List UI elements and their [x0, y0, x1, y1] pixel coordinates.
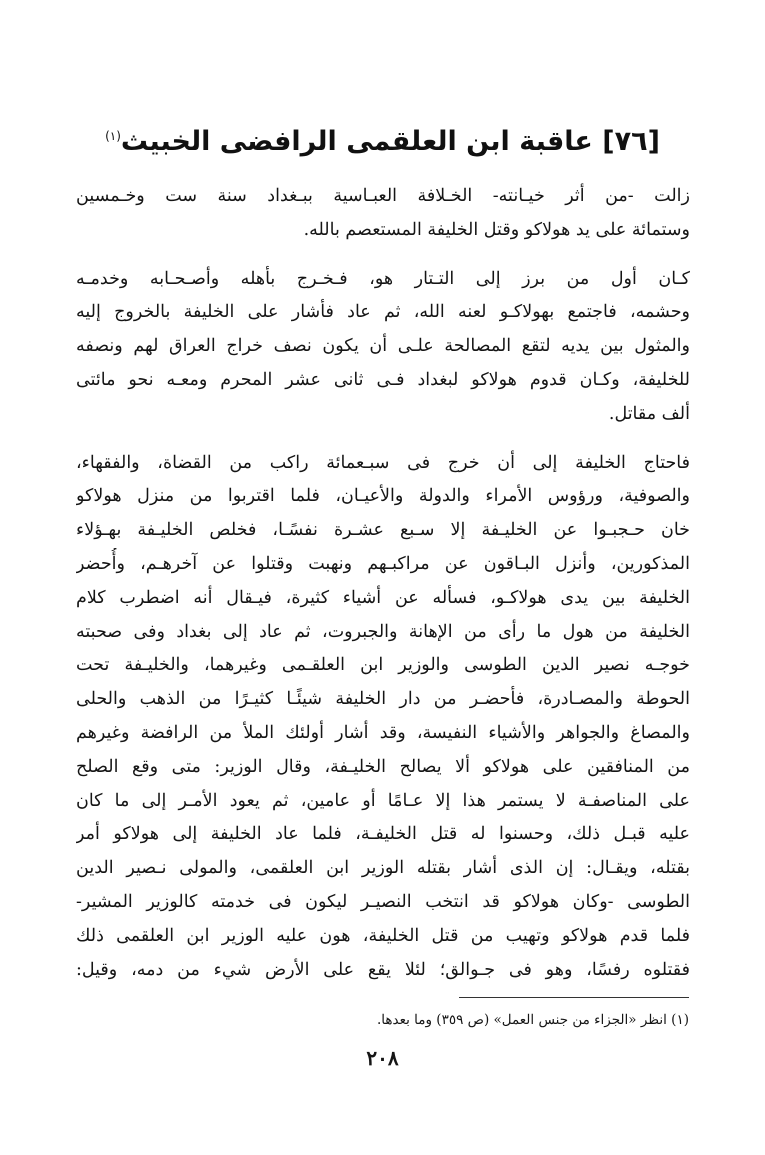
- page-number: ٢٠٨: [366, 1046, 399, 1070]
- text-line: عليه قبـل ذلك، وحسنوا له قتل الخليفـة، فلما عاد الخليفة إلى هولاكو أمر: [76, 824, 690, 845]
- text-line: فقتلوه رفسًا، وهو فى جـوالق؛ لئلا يقع على الأرض شيء من دمه، وقيل:: [76, 959, 690, 980]
- paragraph-1: [76, 180, 690, 248]
- text-line: فاحتاج الخليفة إلى أن خرج فى سبـعمائة راكب من القضاة، والفقهاء،: [76, 452, 690, 473]
- chapter-title-text: [٧٦] عاقبة ابن العلقمى الرافضى الخبيث: [120, 126, 660, 157]
- paragraph-2: [76, 263, 690, 432]
- text-line: على المناصفـة لا يستمر هذا إلا عـامًا أو عامين، ثم يعود الأمـر إلى ما كان: [76, 790, 690, 811]
- paragraph-3: [76, 447, 690, 988]
- text-line: والصوفية، ورؤوس الأمراء والدولة والأعيـان، فلما اقتربوا من منزل هولاكو: [76, 486, 690, 507]
- title-footnote-marker: (١): [105, 129, 121, 143]
- text-line: الخليفة من هول ما رأى من الإهانة والجبروت، ثم عاد إلى بغداد وفى صحبته: [76, 621, 690, 642]
- footnote-divider: [459, 997, 689, 998]
- text-line: الحوطة والمصـادرة، فأحضـر من دار الخليفة شيئًـا كثيـرًا من الذهب والحلى: [76, 689, 690, 710]
- text-line: وستمائة على يد هولاكو وقتل الخليفة المستعصم بالله.: [303, 219, 690, 240]
- text-line: والمصاغ والجواهر والأشياء النفيسة، وقد أشار أولئك الملأ من الرافضة وغيرهم: [76, 722, 690, 743]
- body-text: [76, 180, 690, 987]
- text-line: للخليفة، وكـان قدوم هولاكو لبغداد فـى ثانى عشر المحرم ومعـه نحو مائتى: [76, 369, 690, 390]
- text-line: وحشمه، فاجتمع بهولاكـو لعنه الله، ثم عاد فأشار على الخليفة بالخروج إليه: [76, 302, 690, 323]
- text-line: كـان أول من برز إلى التـتار هو، فـخـرج بأهله وأصـحـابه وخدمـه: [76, 268, 690, 289]
- text-line: زالت -من أثر خيـانته- الخـلافة العبـاسية ببـغداد سنة ست وخـمسين: [76, 186, 690, 206]
- text-line: بقتله، ويقـال: إن الذى أشار بقتله الوزير ابن العلقمى، والمولى نـصير الدين: [76, 858, 690, 879]
- text-line: فلما قدم هولاكو وتهيب من قتل الخليفة، هون عليه الوزير ابن العلقمى ذلك: [76, 925, 690, 946]
- text-line: المذكورين، وأنزل البـاقون عن مراكبـهم ونهبت وقتلوا عن آخرهـم، وأُحضر: [76, 553, 690, 574]
- text-line: الطوسى -وكان هولاكو قد انتخب النصيـر ليكون فى خدمته كالوزير المشير-: [76, 891, 690, 912]
- text-line: والمثول بين يديه لتقع المصالحة علـى أن يكون نصف خراج العراق لهم ونصفه: [76, 336, 690, 357]
- text-line: خان حـجبـوا عن الخليـفة إلا سـبع عشـرة نفسًـا، فخلص الخليـفة بهـؤلاء: [76, 520, 690, 541]
- chapter-title: [100, 116, 665, 162]
- text-line: من المنافقين على هولاكو ألا يصالح الخليـفة، وقال الوزير: متى وقع الصلح: [76, 756, 690, 777]
- footnote: (١) انظر «الجزاء من جنس العمل» (ص ٣٥٩) وما بعدها.: [376, 1012, 689, 1028]
- text-line: ألف مقاتل.: [608, 403, 690, 424]
- text-line: الخليفة بين يدى هولاكـو، فسأله عن أشياء كثيرة، فيـقال أنه اضطرب كلام: [76, 587, 690, 608]
- text-line: خوجـه نصير الدين الطوسى والوزير ابن العلقـمى وغيرهما، والخليـفة تحت: [76, 655, 690, 676]
